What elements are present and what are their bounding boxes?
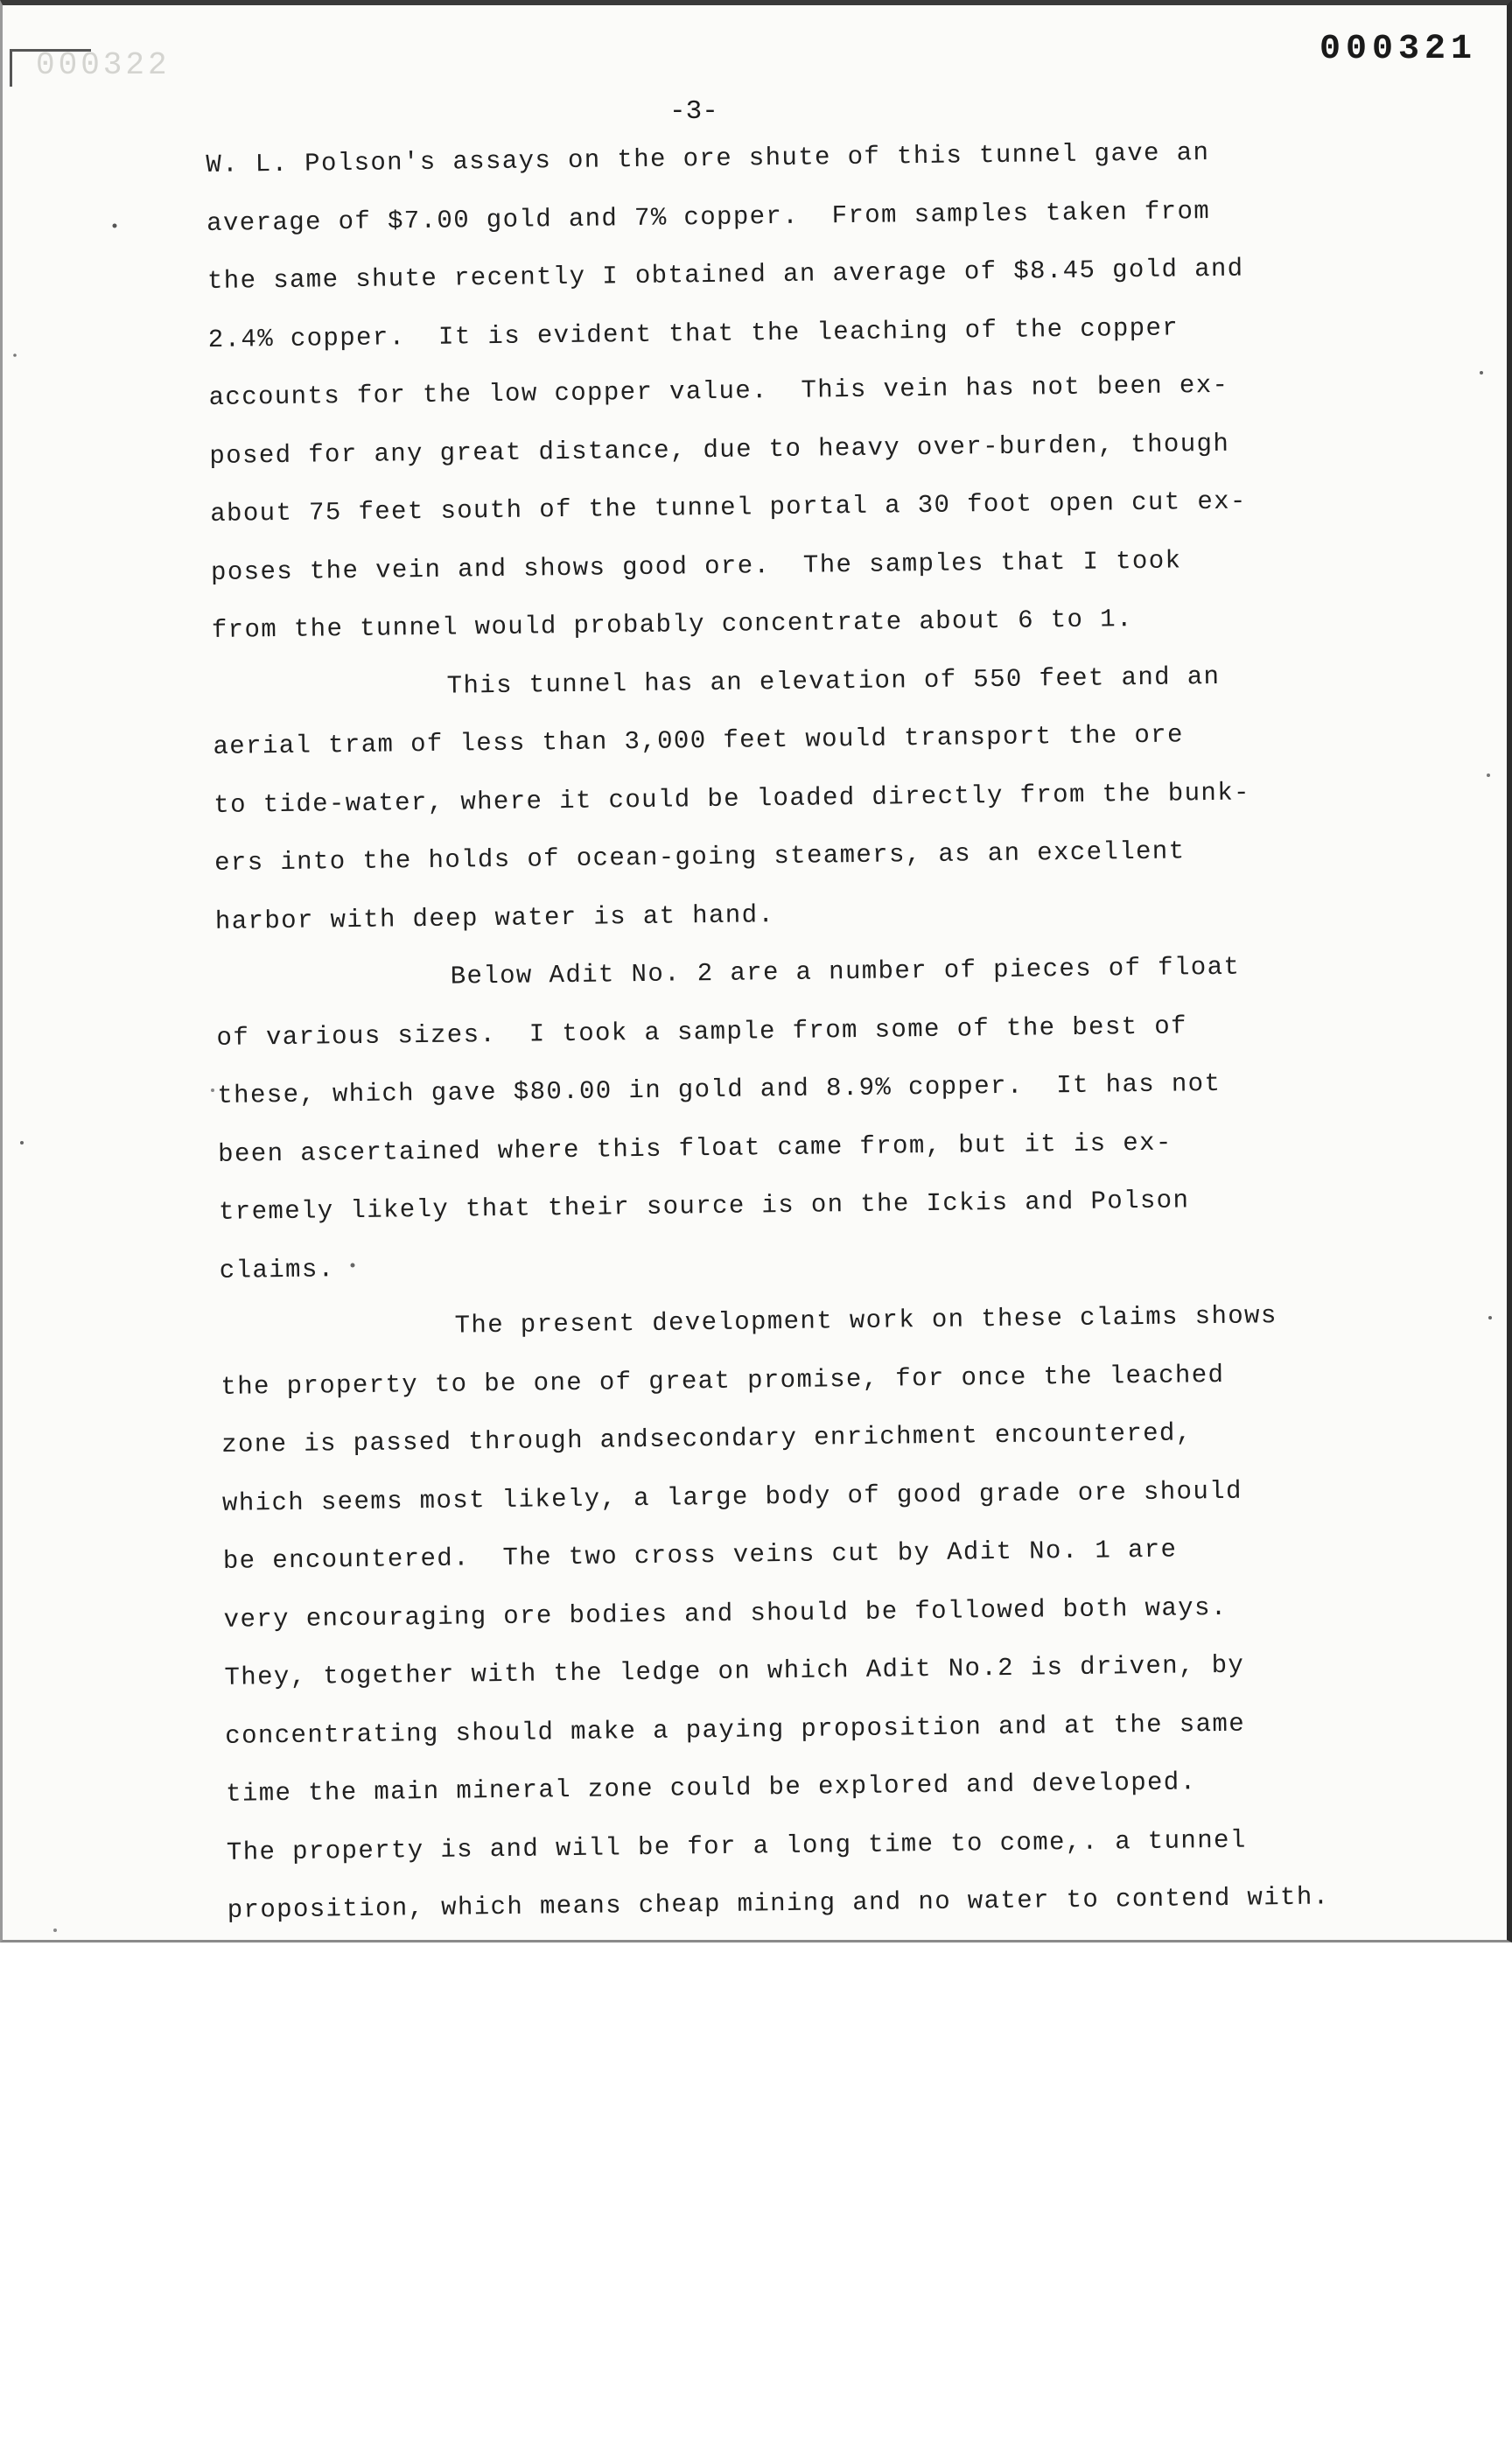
text-line: poses the vein and shows good ore. The samples that I took	[210, 545, 1182, 587]
text-line: of various sizes. I took a sample from some of the best of	[216, 1011, 1188, 1053]
text-line: about 75 feet south of the tunnel portal a 30 foot open cut ex-	[210, 486, 1247, 528]
text-line: The present development work on these claims shows	[454, 1301, 1278, 1340]
text-line: concentrating should make a paying proposition and at the same	[225, 1709, 1246, 1751]
text-line: accounts for the low copper value. This vein has not been ex-	[208, 370, 1229, 412]
text-line: Below Adit No. 2 are a number of pieces of float	[450, 952, 1241, 991]
ghost-bleed-through-number: 000322	[36, 47, 171, 83]
text-line: W. L. Polson's assays on the ore shute of this tunnel gave an	[206, 137, 1210, 179]
text-line: 2.4% copper. It is evident that the leaching of the copper	[207, 312, 1180, 354]
text-line: these, which gave $80.00 in gold and 8.9% copper. It has not	[217, 1068, 1222, 1110]
text-line: tremely likely that their source is on the Ickis and Polson	[218, 1186, 1190, 1227]
speck	[1487, 774, 1490, 777]
text-line: from the tunnel would probably concentrate about 6 to 1.	[211, 605, 1133, 645]
speck	[20, 1141, 24, 1144]
text-line: aerial tram of less than 3,000 feet would transport the ore	[213, 720, 1185, 761]
text-line: posed for any great distance, due to heavy over-burden, though	[209, 429, 1230, 471]
speck	[1488, 1316, 1492, 1320]
text-line: very encouraging ore bodies and should be followed both ways.	[223, 1592, 1228, 1634]
text-line: zone is passed through andsecondary enrichment encountered,	[221, 1418, 1193, 1460]
text-line: proposition, which means cheap mining and no water to contend with.	[227, 1882, 1330, 1925]
document-id-stamp: 000321	[1319, 30, 1477, 69]
text-line: The property is and will be for a long time to come,. a tunnel	[226, 1825, 1247, 1867]
text-line: to tide-water, where it could be loaded directly from the bunk-	[214, 777, 1251, 820]
speck	[113, 224, 117, 228]
text-line: They, together with the ledge on which Adit No.2 is driven, by	[224, 1650, 1245, 1692]
text-line: been ascertained where this float came from, but it is ex-	[218, 1128, 1172, 1169]
text-line: ers into the holds of ocean-going steamers, as an excellent	[214, 836, 1186, 878]
speck	[1480, 371, 1483, 374]
text-line: claims.	[219, 1254, 335, 1285]
document-body	[206, 122, 1409, 1941]
text-line: This tunnel has an elevation of 550 feet and an	[446, 662, 1221, 701]
text-line: be encountered. The two cross veins cut by Adit No. 1 are	[222, 1535, 1178, 1576]
text-line: time the main mineral zone could be explored and developed.	[225, 1768, 1197, 1809]
speck	[13, 354, 17, 357]
text-line: harbor with deep water is at hand.	[214, 900, 775, 936]
text-line: the property to be one of great promise, for once the leached	[220, 1360, 1225, 1402]
speck	[211, 1088, 214, 1092]
text-line: the same shute recently I obtained an average of $8.45 gold and	[206, 254, 1244, 296]
text-line: average of $7.00 gold and 7% copper. From samples taken from	[206, 196, 1211, 238]
speck	[53, 1928, 57, 1932]
page-number: -3-	[669, 96, 718, 127]
text-line: which seems most likely, a large body of good grade ore should	[221, 1476, 1242, 1518]
